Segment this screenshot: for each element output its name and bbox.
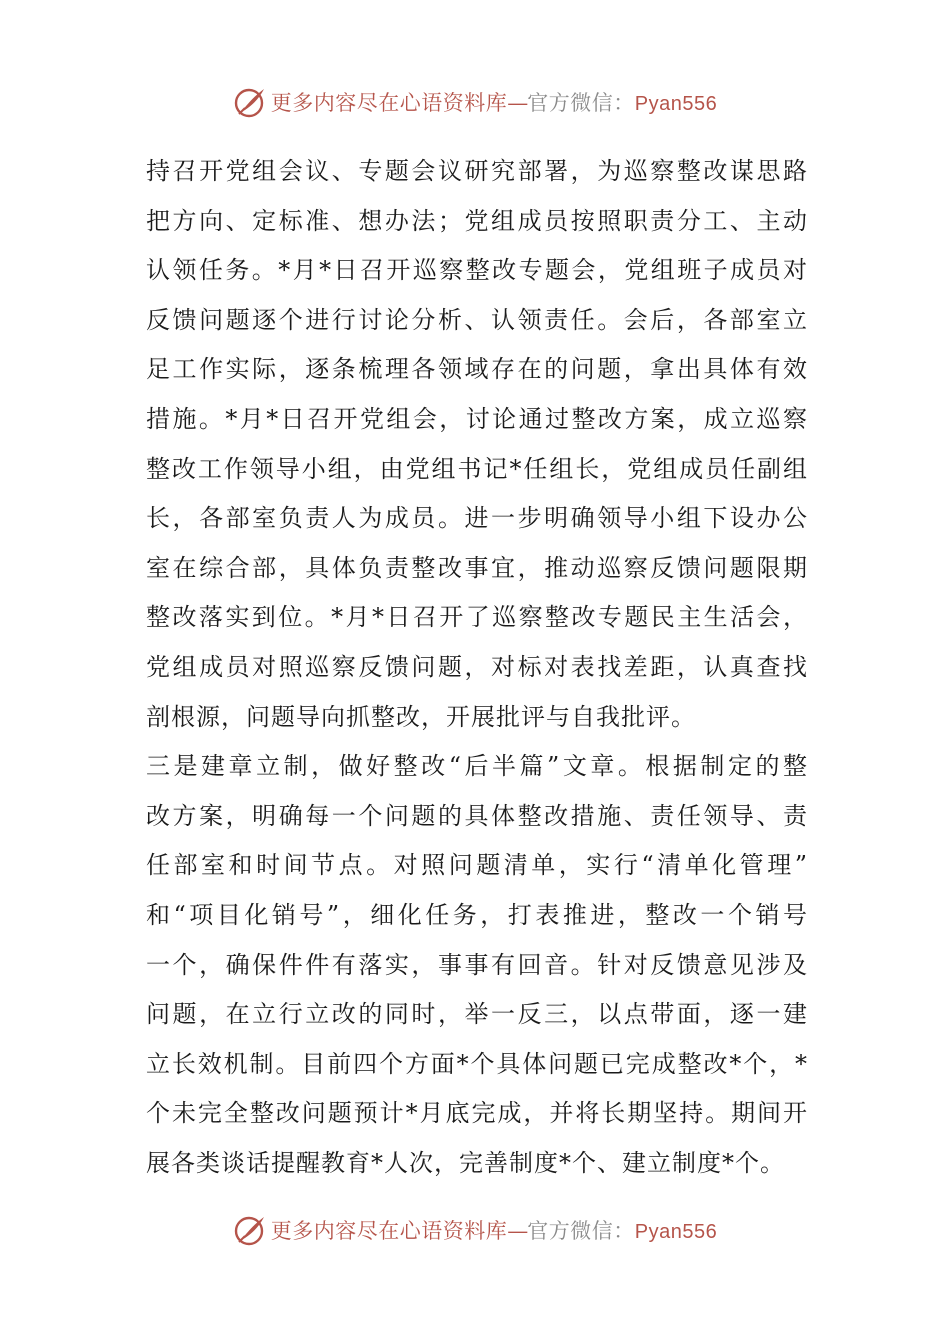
banner-site-text: 更多内容尽在心语资料库	[270, 1219, 508, 1243]
body-line: 三是建章立制，做好整改“后半篇”文章。根据制定的整	[146, 752, 808, 781]
body-line: 整改落实到位。*月*日召开了巡察整改专题民主生活会，	[146, 603, 808, 632]
body-line: 足工作实际，逐条梳理各领域存在的问题，拿出具体有效	[146, 355, 808, 384]
banner-dash: —	[507, 1219, 528, 1243]
footer-banner	[0, 1208, 950, 1252]
body-line: 措施。*月*日召开党组会，讨论通过整改方案，成立巡察	[146, 404, 808, 433]
quill-logo-icon	[233, 1213, 267, 1247]
banner-wechat-id: Pyan556	[634, 93, 718, 115]
banner-wechat-id: Pyan556	[634, 1221, 718, 1243]
body-line: 党组成员对照巡察反馈问题，对标对表找差距，认真查找	[146, 652, 808, 681]
body-line: 持召开党组会议、专题会议研究部署，为巡察整改谋思路	[146, 157, 808, 185]
banner-official-text: 官方微信：	[527, 91, 635, 115]
body-line: 一个，确保件件有落实，事事有回音。针对反馈意见涉及	[146, 950, 808, 979]
body-line: 剖根源，问题导向抓整改，开展批评与自我批评。	[146, 702, 696, 731]
document-body	[146, 147, 808, 1188]
body-line: 整改工作领导小组，由党组书记*任组长，党组成员任副组	[146, 454, 808, 483]
banner-official-text: 官方微信：	[527, 1219, 635, 1243]
body-line: 室在综合部，具体负责整改事宜，推动巡察反馈问题限期	[146, 553, 808, 582]
body-line: 立长效机制。目前四个方面*个具体问题已完成整改*个，*	[146, 1049, 808, 1078]
body-line: 个未完全整改问题预计*月底完成，并将长期坚持。期间开	[146, 1099, 808, 1128]
banner-text	[271, 87, 717, 117]
body-line: 认领任务。*月*日召开巡察整改专题会，党组班子成员对	[146, 256, 808, 285]
banner-text	[271, 1215, 717, 1245]
body-line: 长，各部室负责人为成员。进一步明确领导小组下设办公	[146, 504, 808, 533]
body-line: 把方向、定标准、想办法；党组成员按照职责分工、主动	[146, 206, 808, 235]
body-line: 任部室和时间节点。对照问题清单，实行“清单化管理”	[146, 851, 808, 880]
quill-logo-icon	[233, 85, 267, 119]
body-line: 反馈问题逐个进行讨论分析、认领责任。会后，各部室立	[146, 305, 808, 334]
body-line: 改方案，明确每一个问题的具体整改措施、责任领导、责	[146, 801, 808, 830]
body-line: 和“项目化销号”，细化任务，打表推进，整改一个销号	[146, 900, 808, 929]
body-line: 问题，在立行立改的同时，举一反三，以点带面，逐一建	[146, 1000, 808, 1029]
body-line: 展各类谈话提醒教育*人次，完善制度*个、建立制度*个。	[146, 1148, 785, 1177]
banner-site-text: 更多内容尽在心语资料库	[270, 91, 508, 115]
banner-dash: —	[507, 91, 528, 115]
header-banner	[0, 80, 950, 124]
